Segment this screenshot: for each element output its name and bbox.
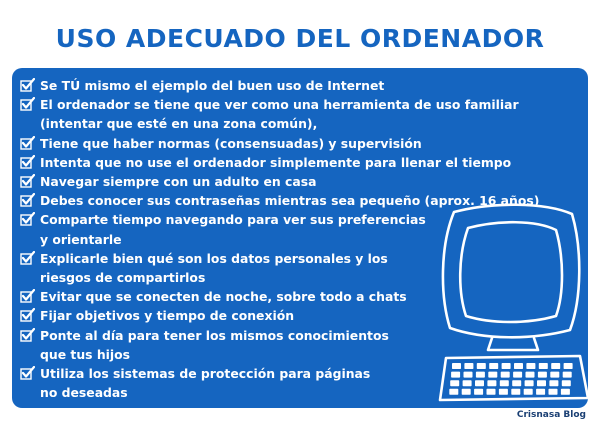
tip-item: [20, 95, 540, 133]
keyboard-key: [502, 363, 511, 369]
tip-line: Utiliza los sistemas de protección para páginas: [40, 366, 371, 382]
checkbox-checked-icon: [20, 308, 35, 323]
keyboard-key: [549, 380, 558, 386]
keyboard-key: [475, 380, 484, 386]
tip-text: [40, 76, 384, 95]
keyboard-key: [451, 372, 460, 378]
keyboard-key: [526, 363, 535, 369]
keyboard-key: [563, 372, 572, 378]
keyboard-key: [561, 389, 570, 395]
tip-text: [40, 249, 388, 287]
keyboard-key: [514, 363, 523, 369]
tip-text: [40, 210, 426, 248]
tip-text: [40, 364, 370, 402]
checkbox-checked-icon: [20, 155, 35, 170]
keyboard-key: [450, 380, 459, 386]
tip-item: [20, 172, 540, 191]
keyboard-key: [476, 372, 485, 378]
tip-line: Explicarle bien qué son los datos personales y los: [40, 250, 388, 266]
keyboard-key: [511, 389, 520, 395]
keyboard-key: [512, 380, 521, 386]
tip-line: (intentar que esté en una zona común),: [40, 116, 318, 132]
tip-line: Evitar que se conecten de noche, sobre todo a chats: [40, 289, 407, 305]
keyboard-key: [500, 380, 509, 386]
checkbox-checked-icon: [20, 328, 35, 343]
keyboard-key: [549, 389, 558, 395]
keyboard-key: [564, 363, 573, 369]
keyboard-key: [474, 389, 483, 395]
keyboard-key: [538, 372, 547, 378]
tip-line: no deseadas: [40, 385, 128, 401]
checkbox-checked-icon: [20, 78, 35, 93]
keyboard-key: [464, 372, 473, 378]
tip-line: que tus hijos: [40, 346, 131, 362]
tip-line: y orientarle: [40, 231, 122, 247]
keyboard-key: [551, 363, 560, 369]
keyboard-key: [452, 363, 461, 369]
tip-line: Comparte tiempo navegando para ver sus preferencias: [40, 212, 426, 228]
tip-item: [20, 153, 540, 172]
tip-line: Ponte al día para tener los mismos conocimientos: [40, 327, 389, 343]
tip-line: Navegar siempre con un adulto en casa: [40, 174, 317, 190]
checkbox-checked-icon: [20, 212, 35, 227]
credit-text: Crisnasa Blog: [516, 410, 586, 420]
keyboard-key: [525, 380, 534, 386]
keyboard-key: [487, 380, 496, 386]
checkbox-checked-icon: [20, 366, 35, 381]
keyboard-key: [536, 389, 545, 395]
computer-icon: [432, 198, 588, 408]
tip-text: [40, 134, 422, 153]
keyboard-key: [449, 389, 458, 395]
tip-text: [40, 306, 294, 325]
keyboard-key: [550, 372, 559, 378]
checkbox-checked-icon: [20, 136, 35, 151]
tip-line: El ordenador se tiene que ver como una herramienta de uso familiar: [40, 97, 519, 113]
tip-text: [40, 326, 389, 364]
keyboard-key: [487, 389, 496, 395]
checkbox-checked-icon: [20, 193, 35, 208]
keyboard-key: [499, 389, 508, 395]
tip-line: Intenta que no use el ordenador simplemente para llenar el tiempo: [40, 154, 512, 170]
keyboard-key: [489, 363, 498, 369]
keyboard-key: [524, 389, 533, 395]
keyboard-key: [501, 372, 510, 378]
keyboard-key: [464, 363, 473, 369]
keyboard-key: [463, 380, 472, 386]
checkbox-checked-icon: [20, 289, 35, 304]
checkbox-checked-icon: [20, 251, 35, 266]
tip-text: [40, 153, 511, 172]
tip-item: [20, 134, 540, 153]
tip-text: [40, 287, 407, 306]
keyboard-key: [477, 363, 486, 369]
tip-line: riesgos de compartirlos: [40, 270, 206, 286]
keyboard-key: [462, 389, 471, 395]
tips-panel: [12, 68, 588, 408]
tip-line: Fijar objetivos y tiempo de conexión: [40, 308, 295, 324]
tip-line: Tiene que haber normas (consensuadas) y supervisión: [40, 135, 422, 151]
keyboard-key: [488, 372, 497, 378]
tip-text: [40, 172, 316, 191]
keyboard-key: [537, 380, 546, 386]
keyboard-key: [539, 363, 548, 369]
keyboard-key: [526, 372, 535, 378]
tip-text: [40, 95, 519, 133]
page-title: USO ADECUADO DEL ORDENADOR: [55, 24, 545, 53]
tip-item: [20, 76, 540, 95]
keyboard-key: [562, 380, 571, 386]
checkbox-checked-icon: [20, 97, 35, 112]
tip-line: Debes conocer sus contraseñas mientras sea pequeño (aprox. 16 años): [40, 193, 540, 209]
checkbox-checked-icon: [20, 174, 35, 189]
keyboard-key: [513, 372, 522, 378]
tip-line: Se TÚ mismo el ejemplo del buen uso de Internet: [40, 78, 385, 93]
